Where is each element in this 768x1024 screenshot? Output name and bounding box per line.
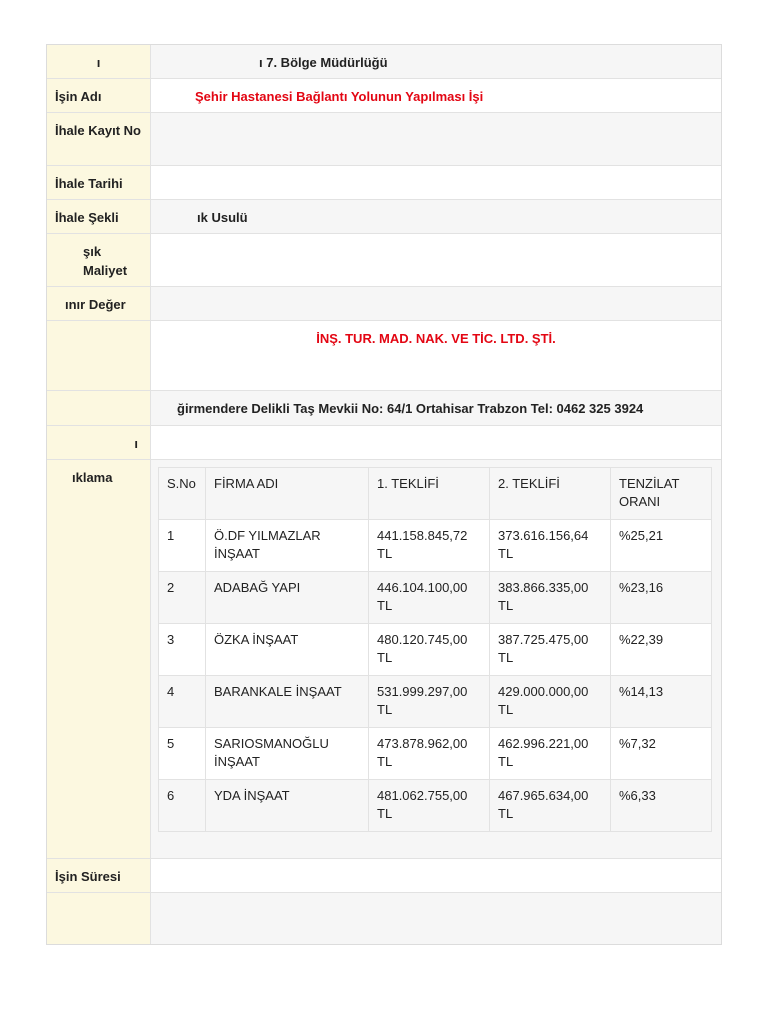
label-address — [47, 391, 151, 425]
cell-firm: ADABAĞ YAPI — [206, 572, 369, 624]
row-job-name — [47, 79, 721, 113]
row-tender-date — [47, 166, 721, 200]
cell-offer1: 441.158.845,72 TL — [369, 520, 490, 572]
label-estimated-cost-text: şık Maliyet — [83, 244, 128, 278]
cell-offer2: 429.000.000,00 TL — [490, 676, 611, 728]
table-row — [159, 520, 712, 572]
row-estimated-cost — [47, 234, 721, 287]
cell-sno: 1 — [159, 520, 206, 572]
cell-discount: %23,16 — [611, 572, 712, 624]
value-tender-date — [151, 166, 721, 199]
table-row — [159, 624, 712, 676]
header-sno: S.No — [159, 468, 206, 520]
bids-header-row — [159, 468, 712, 520]
value-description — [151, 460, 721, 858]
bids-table — [158, 467, 712, 832]
cell-offer2: 383.866.335,00 TL — [490, 572, 611, 624]
cell-discount: %22,39 — [611, 624, 712, 676]
row-registration-no — [47, 113, 721, 166]
cell-discount: %6,33 — [611, 780, 712, 832]
header-discount-rate — [611, 468, 712, 520]
value-registration-no — [151, 113, 721, 165]
header-discount-rate-text: TENZİLAT ORANI — [619, 476, 680, 509]
row-misc — [47, 426, 721, 460]
value-job-duration — [151, 859, 721, 892]
value-contractor: İNŞ. TUR. MAD. NAK. VE TİC. LTD. ŞTİ. — [316, 331, 556, 346]
table-row — [159, 728, 712, 780]
cell-offer1: 531.999.297,00 TL — [369, 676, 490, 728]
cell-offer2: 467.965.634,00 TL — [490, 780, 611, 832]
row-job-duration — [47, 859, 721, 893]
cell-sno: 5 — [159, 728, 206, 780]
row-directorate — [47, 45, 721, 79]
label-estimated-cost — [47, 234, 151, 286]
label-contractor — [47, 321, 151, 390]
value-directorate: ı 7. Bölge Müdürlüğü — [259, 55, 388, 70]
cell-discount: %7,32 — [611, 728, 712, 780]
row-contractor — [47, 321, 721, 391]
header-second-offer: 2. TEKLİFİ — [490, 468, 611, 520]
row-tender-type — [47, 200, 721, 234]
cell-offer1: 473.878.962,00 TL — [369, 728, 490, 780]
label-misc: ı — [47, 426, 151, 459]
cell-firm: SARIOSMANOĞLU İNŞAAT — [206, 728, 369, 780]
table-row — [159, 572, 712, 624]
label-description: ıklama — [47, 460, 151, 858]
label-tender-date: İhale Tarihi — [47, 166, 151, 199]
tender-info-sheet — [46, 44, 722, 945]
value-tender-type: ık Usulü — [197, 210, 248, 225]
cell-firm: Ö.DF YILMAZLAR İNŞAAT — [206, 520, 369, 572]
cell-offer1: 481.062.755,00 TL — [369, 780, 490, 832]
row-limit-value — [47, 287, 721, 321]
cell-sno: 6 — [159, 780, 206, 832]
cell-offer1: 446.104.100,00 TL — [369, 572, 490, 624]
cell-offer2: 387.725.475,00 TL — [490, 624, 611, 676]
cell-discount: %25,21 — [611, 520, 712, 572]
label-job-duration: İşin Süresi — [47, 859, 151, 892]
row-final — [47, 893, 721, 944]
cell-offer2: 373.616.156,64 TL — [490, 520, 611, 572]
cell-firm: BARANKALE İNŞAAT — [206, 676, 369, 728]
label-limit-value: ınır Değer — [47, 287, 151, 320]
label-registration-no: İhale Kayıt No — [47, 113, 151, 165]
value-address: ğirmendere Delikli Taş Mevkii No: 64/1 Ortahisar Trabzon Tel: 0462 325 3924 — [177, 401, 644, 416]
cell-sno: 2 — [159, 572, 206, 624]
table-row — [159, 676, 712, 728]
label-tender-type: İhale Şekli — [47, 200, 151, 233]
value-estimated-cost — [151, 234, 721, 286]
row-description — [47, 460, 721, 859]
header-first-offer: 1. TEKLİFİ — [369, 468, 490, 520]
cell-firm: ÖZKA İNŞAAT — [206, 624, 369, 676]
cell-offer2: 462.996.221,00 TL — [490, 728, 611, 780]
label-directorate: ı — [47, 45, 151, 78]
value-limit-value — [151, 287, 721, 320]
value-misc — [151, 426, 721, 459]
row-address — [47, 391, 721, 426]
table-row — [159, 780, 712, 832]
cell-sno: 4 — [159, 676, 206, 728]
cell-sno: 3 — [159, 624, 206, 676]
cell-discount: %14,13 — [611, 676, 712, 728]
label-final — [47, 893, 151, 944]
value-job-name: Şehir Hastanesi Bağlantı Yolunun Yapılması İşi — [195, 89, 484, 104]
cell-firm: YDA İNŞAAT — [206, 780, 369, 832]
header-firm-name: FİRMA ADI — [206, 468, 369, 520]
label-job-name: İşin Adı — [47, 79, 151, 112]
value-final — [151, 893, 721, 944]
cell-offer1: 480.120.745,00 TL — [369, 624, 490, 676]
